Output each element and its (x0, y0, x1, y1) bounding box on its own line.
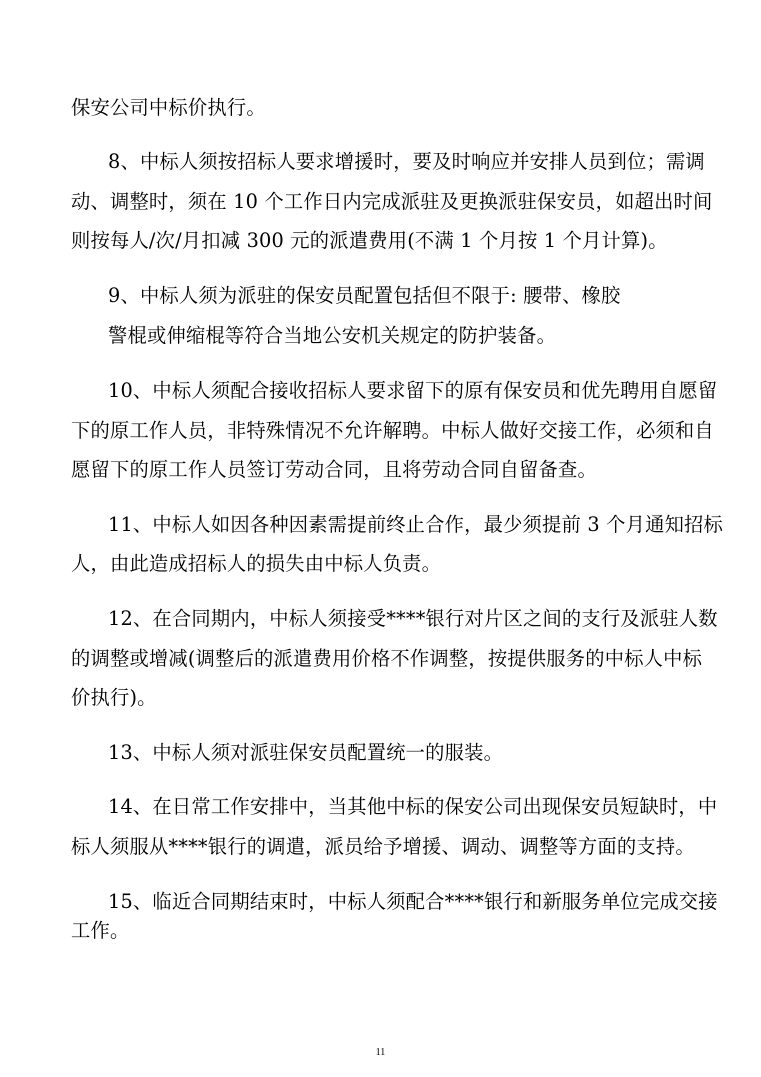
paragraph-line: 动、调整时，须在 10 个工作日内完成派驻及更换派驻保安员，如超出时间 (71, 190, 713, 213)
paragraph-line: 的调整或增减(调整后的派遣费用价格不作调整，按提供服务的中标人中标 (71, 647, 703, 670)
paragraph-line: 8、中标人须按招标人要求增援时，要及时响应并安排人员到位；需调 (108, 150, 705, 173)
paragraph-line: 14、在日常工作安排中，当其他中标的保安公司出现保安员短缺时，中 (108, 795, 718, 818)
paragraph-line: 13、中标人须对派驻保安员配置统一的服装。 (108, 741, 504, 764)
paragraph-line: 保安公司中标价执行。 (71, 96, 266, 119)
paragraph-line: 9、中标人须为派驻的保安员配置包括但不限于: 腰带、橡胶 (108, 284, 621, 307)
page-number: 11 (375, 1047, 386, 1058)
paragraph-line: 15、临近合同期结束时，中标人须配合****银行和新服务单位完成交接 (108, 890, 718, 913)
paragraph-line: 工作。 (71, 919, 130, 942)
paragraph-line: 11、中标人如因各种因素需提前终止合作，最少须提前 3 个月通知招标 (108, 513, 724, 536)
paragraph-line: 愿留下的原工作人员签订劳动合同，且将劳动合同自留备查。 (71, 458, 597, 481)
paragraph-line: 价执行)。 (71, 686, 157, 709)
paragraph-line: 标人须服从****银行的调遣，派员给予增援、调动、调整等方面的支持。 (71, 835, 695, 858)
paragraph-line: 下的原工作人员，非特殊情况不允许解聘。中标人做好交接工作，必须和自 (71, 419, 714, 442)
paragraph-line: 则按每人/次/月扣减 300 元的派遣费用(不满 1 个月按 1 个月计算)。 (71, 229, 668, 252)
paragraph-line: 12、在合同期内，中标人须接受****银行对片区之间的支行及派驻人数 (108, 607, 718, 630)
paragraph-line: 人，由此造成招标人的损失由中标人负责。 (71, 552, 442, 575)
paragraph-line: 警棍或伸缩棍等符合当地公安机关规定的防护装备。 (108, 324, 557, 347)
paragraph-line: 10、中标人须配合接收招标人要求留下的原有保安员和优先聘用自愿留 (108, 379, 718, 402)
